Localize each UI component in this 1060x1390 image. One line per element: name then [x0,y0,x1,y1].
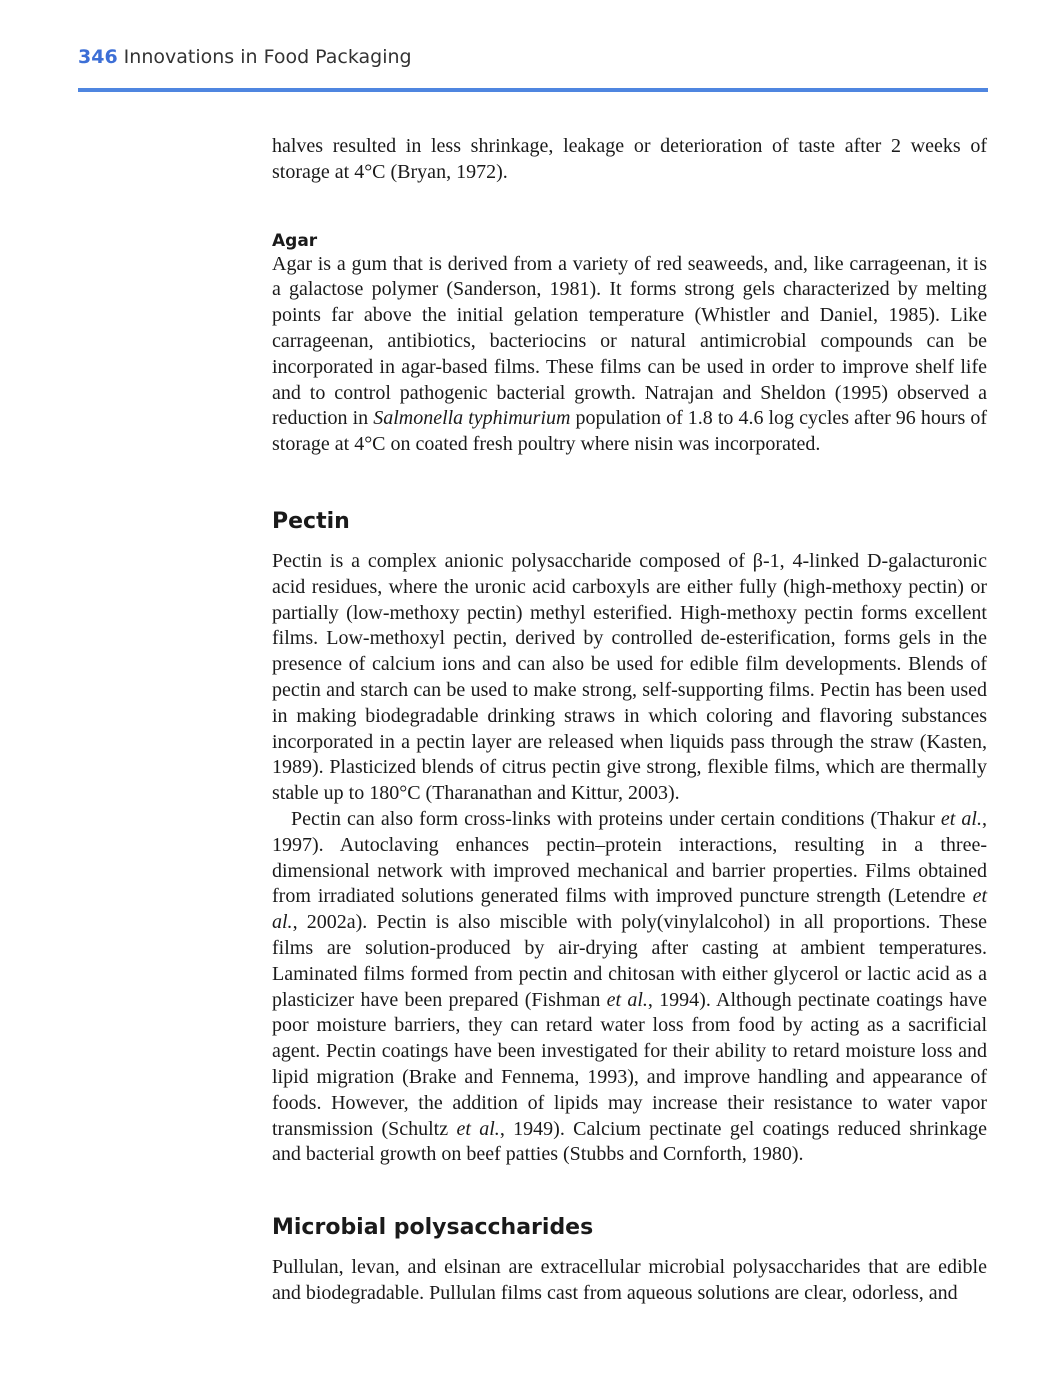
pectin-p2-text-b: , 1997). Autoclaving enhances pectin–protein interactions, resulting in a three-dimensional network with improved mechanical and barrier properties. Films obtained from irradiated solutions generated films with improved puncture strength (Letendre [272,807,987,908]
page-body [272,134,987,1307]
pectin-p2-text-a: Pectin can also form cross-links with proteins under certain conditions (Thakur [291,807,941,830]
pectin-p2-etal-2: et al. [272,885,987,934]
microbial-heading: Microbial polysaccharides [272,1215,594,1241]
pectin-p2-etal-3: et al. [606,988,648,1011]
pectin-paragraph-1: Pectin is a complex anionic polysaccharide composed of β-1, 4-linked D-galacturonic acid residues, where the uronic acid carboxyls are either fully (high-methoxy pectin) or partially (low-methoxy pectin) methyl esterified. High-methoxy pectin forms excellent films. Low-methoxyl pectin, derived by controlled de-esterification, forms gels in the presence of calcium ions and can also be used for edible film developments. Blends of pectin and starch can be used to make strong, self-supporting films. Pectin has been used in making biodegradable drinking straws in which coloring and flavoring substances incorporated in a pectin layer are released when liquids pass through the straw (Kasten, 1989). Plasticized blends of citrus pectin give strong, flexible films, which are thermally stable up to 180°C (Tharanathan and Kittur, 2003). [272,549,987,805]
microbial-paragraph: Pullulan, levan, and elsinan are extracellular microbial polysaccharides that are edible and biodegradable. Pullulan films cast from aqueous solutions are clear, odorless, and [272,1256,987,1304]
pectin-p2-etal-1: et al. [940,807,982,830]
agar-text-2: population of 1.8 to 4.6 log cycles after 96 hours of storage at 4°C on coated fresh poultry where nisin was incorporated. [272,407,987,456]
intro-paragraph: halves resulted in less shrinkage, leakage or deterioration of taste after 2 weeks of storage at 4°C (Bryan, 1972). [272,135,987,183]
pectin-p2-text-d: , 1994). Although pectinate coatings have poor moisture barriers, they can retard water loss from food by acting as a sacrificial agent. Pectin coatings have been investigated for their ability to retard moisture loss and lipid migration (Brake and Fennema, 1993), and improve handling and appearance of foods. However, the addition of lipids may increase their resistance to water vapor transmission (Schultz [272,988,987,1140]
agar-paragraph [272,252,987,458]
book-title: Innovations in Food Packaging [123,46,412,68]
pectin-p2-text-c: , 2002a). Pectin is also miscible with poly(vinylalcohol) in all proportions. These films are solution-produced by air-drying after casting at ambient temperatures. Laminated films formed from pectin and chitosan with either glycerol or lactic acid as a plasticizer have been prepared (Fishman [272,911,987,1011]
pectin-p2-etal-4: et al. [456,1117,500,1140]
pectin-p2-text-e: , 1949). Calcium pectinate gel coatings reduced shrinkage and bacterial growth on beef patties (Stubbs and Cornforth, 1980). [272,1117,987,1166]
pectin-paragraph-2 [272,807,987,1168]
agar-heading: Agar [272,230,318,251]
page-number: 346 [78,46,118,68]
pectin-heading: Pectin [272,508,350,534]
running-header [78,46,412,68]
agar-species-name: Salmonella typhimurium [373,407,571,430]
header-rule [78,88,988,92]
agar-text-1: Agar is a gum that is derived from a variety of red seaweeds, and, like carrageenan, it is a galactose polymer (Sanderson, 1981). It forms strong gels characterized by melting points far above the initial gelation temperature (Whistler and Daniel, 1985). Like carrageenan, antibiotics, bacteriocins or natural antimicrobial compounds can be incorporated in agar-based films. These films can be used in order to improve shelf life and to control pathogenic bacterial growth. Natrajan and Sheldon (1995) observed a reduction in [272,252,987,430]
